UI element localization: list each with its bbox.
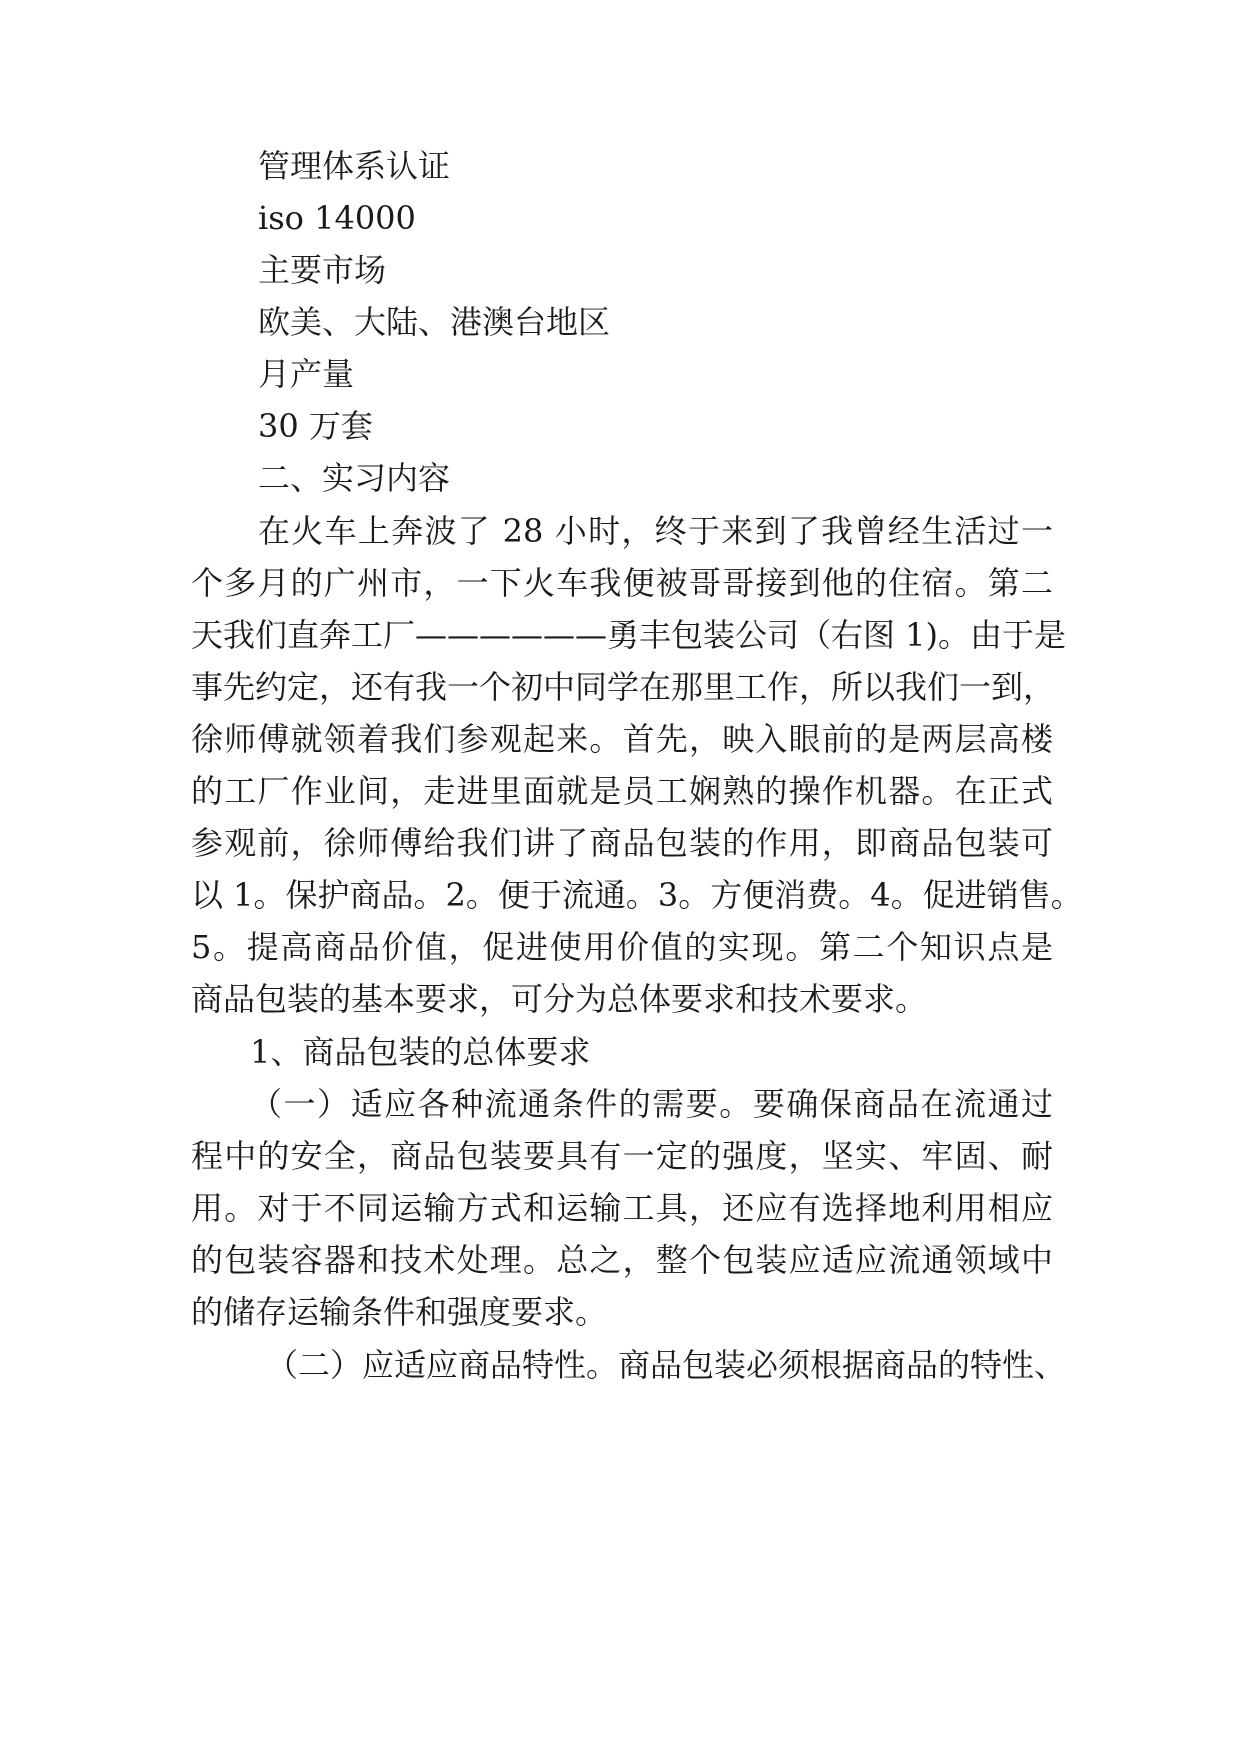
cert-value: iso 14000 [258,199,416,237]
paragraph-line: 在火车上奔波了 28 小时，终于来到了我曾经生活过一 [258,512,1053,550]
paragraph-line: 徐师傅就领着我们参观起来。首先，映入眼前的是两层高楼 [191,720,1053,758]
paragraph-line: 参观前，徐师傅给我们讲了商品包装的作用，即商品包装可 [191,824,1053,862]
paragraph-line: 的工厂作业间，走进里面就是员工娴熟的操作机器。在正式 [191,772,1053,810]
sub-heading: 1、商品包装的总体要求 [250,1033,591,1071]
output-value: 30 万套 [258,407,373,445]
paragraph-line: （二）应适应商品特性。商品包装必须根据商品的特性、 [266,1346,1067,1384]
paragraph-line: （一）适应各种流通条件的需要。要确保商品在流通过 [250,1085,1053,1123]
paragraph-line: 的包装容器和技术处理。总之，整个包装应适应流通领域中 [191,1241,1053,1279]
paragraph-line: 个多月的广州市，一下火车我便被哥哥接到他的住宿。第二 [191,564,1053,602]
paragraph-line: 的储存运输条件和强度要求。 [191,1293,608,1331]
paragraph-line: 天我们直奔工厂——————勇丰包装公司（右图 1)。由于是 [191,616,1067,654]
market-value: 欧美、大陆、港澳台地区 [258,303,611,341]
paragraph-line: 商品包装的基本要求，可分为总体要求和技术要求。 [191,980,928,1018]
paragraph-line: 用。对于不同运输方式和运输工具，还应有选择地利用相应 [191,1189,1053,1227]
market-label: 主要市场 [258,251,387,289]
section-heading: 二、实习内容 [258,459,451,497]
cert-label: 管理体系认证 [258,147,451,185]
paragraph-line: 以 1。保护商品。2。便于流通。3。方便消费。4。促进销售。 [191,876,1083,914]
paragraph-line: 5。提高商品价值，促进使用价值的实现。第二个知识点是 [191,928,1053,966]
paragraph-line: 程中的安全，商品包装要具有一定的强度，坚实、牢固、耐 [191,1137,1053,1175]
paragraph-line: 事先约定，还有我一个初中同学在那里工作，所以我们一到， [191,668,1056,706]
output-label: 月产量 [258,355,355,393]
